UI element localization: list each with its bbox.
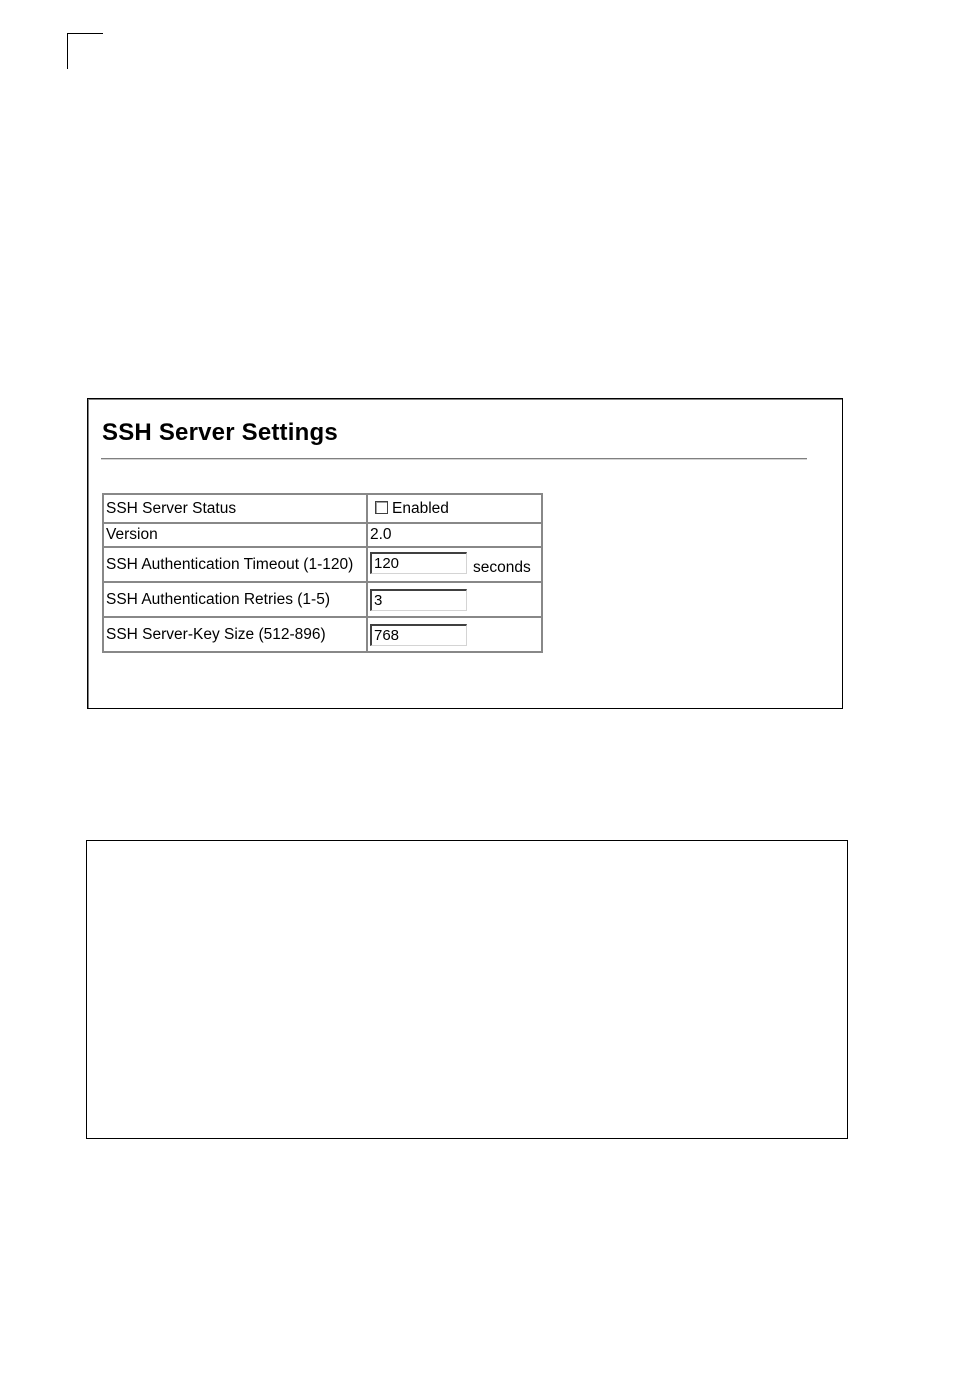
server-key-size-cell — [367, 617, 542, 652]
auth-timeout-unit: seconds — [473, 558, 531, 576]
auth-timeout-label: SSH Authentication Timeout (1-120) — [103, 547, 367, 582]
table-row-server-status — [103, 494, 542, 523]
auth-timeout-input[interactable]: 120 — [370, 552, 467, 574]
title-divider — [101, 458, 807, 460]
page-title: SSH Server Settings — [102, 419, 338, 446]
auth-retries-input[interactable]: 3 — [370, 589, 467, 611]
ssh-server-settings-panel — [87, 398, 843, 709]
code-example-box — [86, 840, 848, 1139]
crop-mark-vertical — [67, 33, 68, 69]
enabled-checkbox[interactable] — [375, 501, 388, 514]
table-row-auth-retries — [103, 582, 542, 617]
server-key-size-input[interactable]: 768 — [370, 624, 467, 646]
table-row-version — [103, 523, 542, 547]
server-status-cell — [367, 494, 542, 523]
server-key-size-label: SSH Server-Key Size (512-896) — [103, 617, 367, 652]
server-status-label: SSH Server Status — [103, 494, 367, 523]
version-value: 2.0 — [367, 523, 542, 547]
version-label: Version — [103, 523, 367, 547]
crop-mark-horizontal — [67, 33, 103, 34]
auth-retries-cell — [367, 582, 542, 617]
auth-timeout-cell — [367, 547, 542, 582]
table-row-server-key-size — [103, 617, 542, 652]
table-row-auth-timeout — [103, 547, 542, 582]
enabled-checkbox-label[interactable]: Enabled — [392, 499, 449, 517]
settings-table — [102, 493, 543, 653]
auth-retries-label: SSH Authentication Retries (1-5) — [103, 582, 367, 617]
